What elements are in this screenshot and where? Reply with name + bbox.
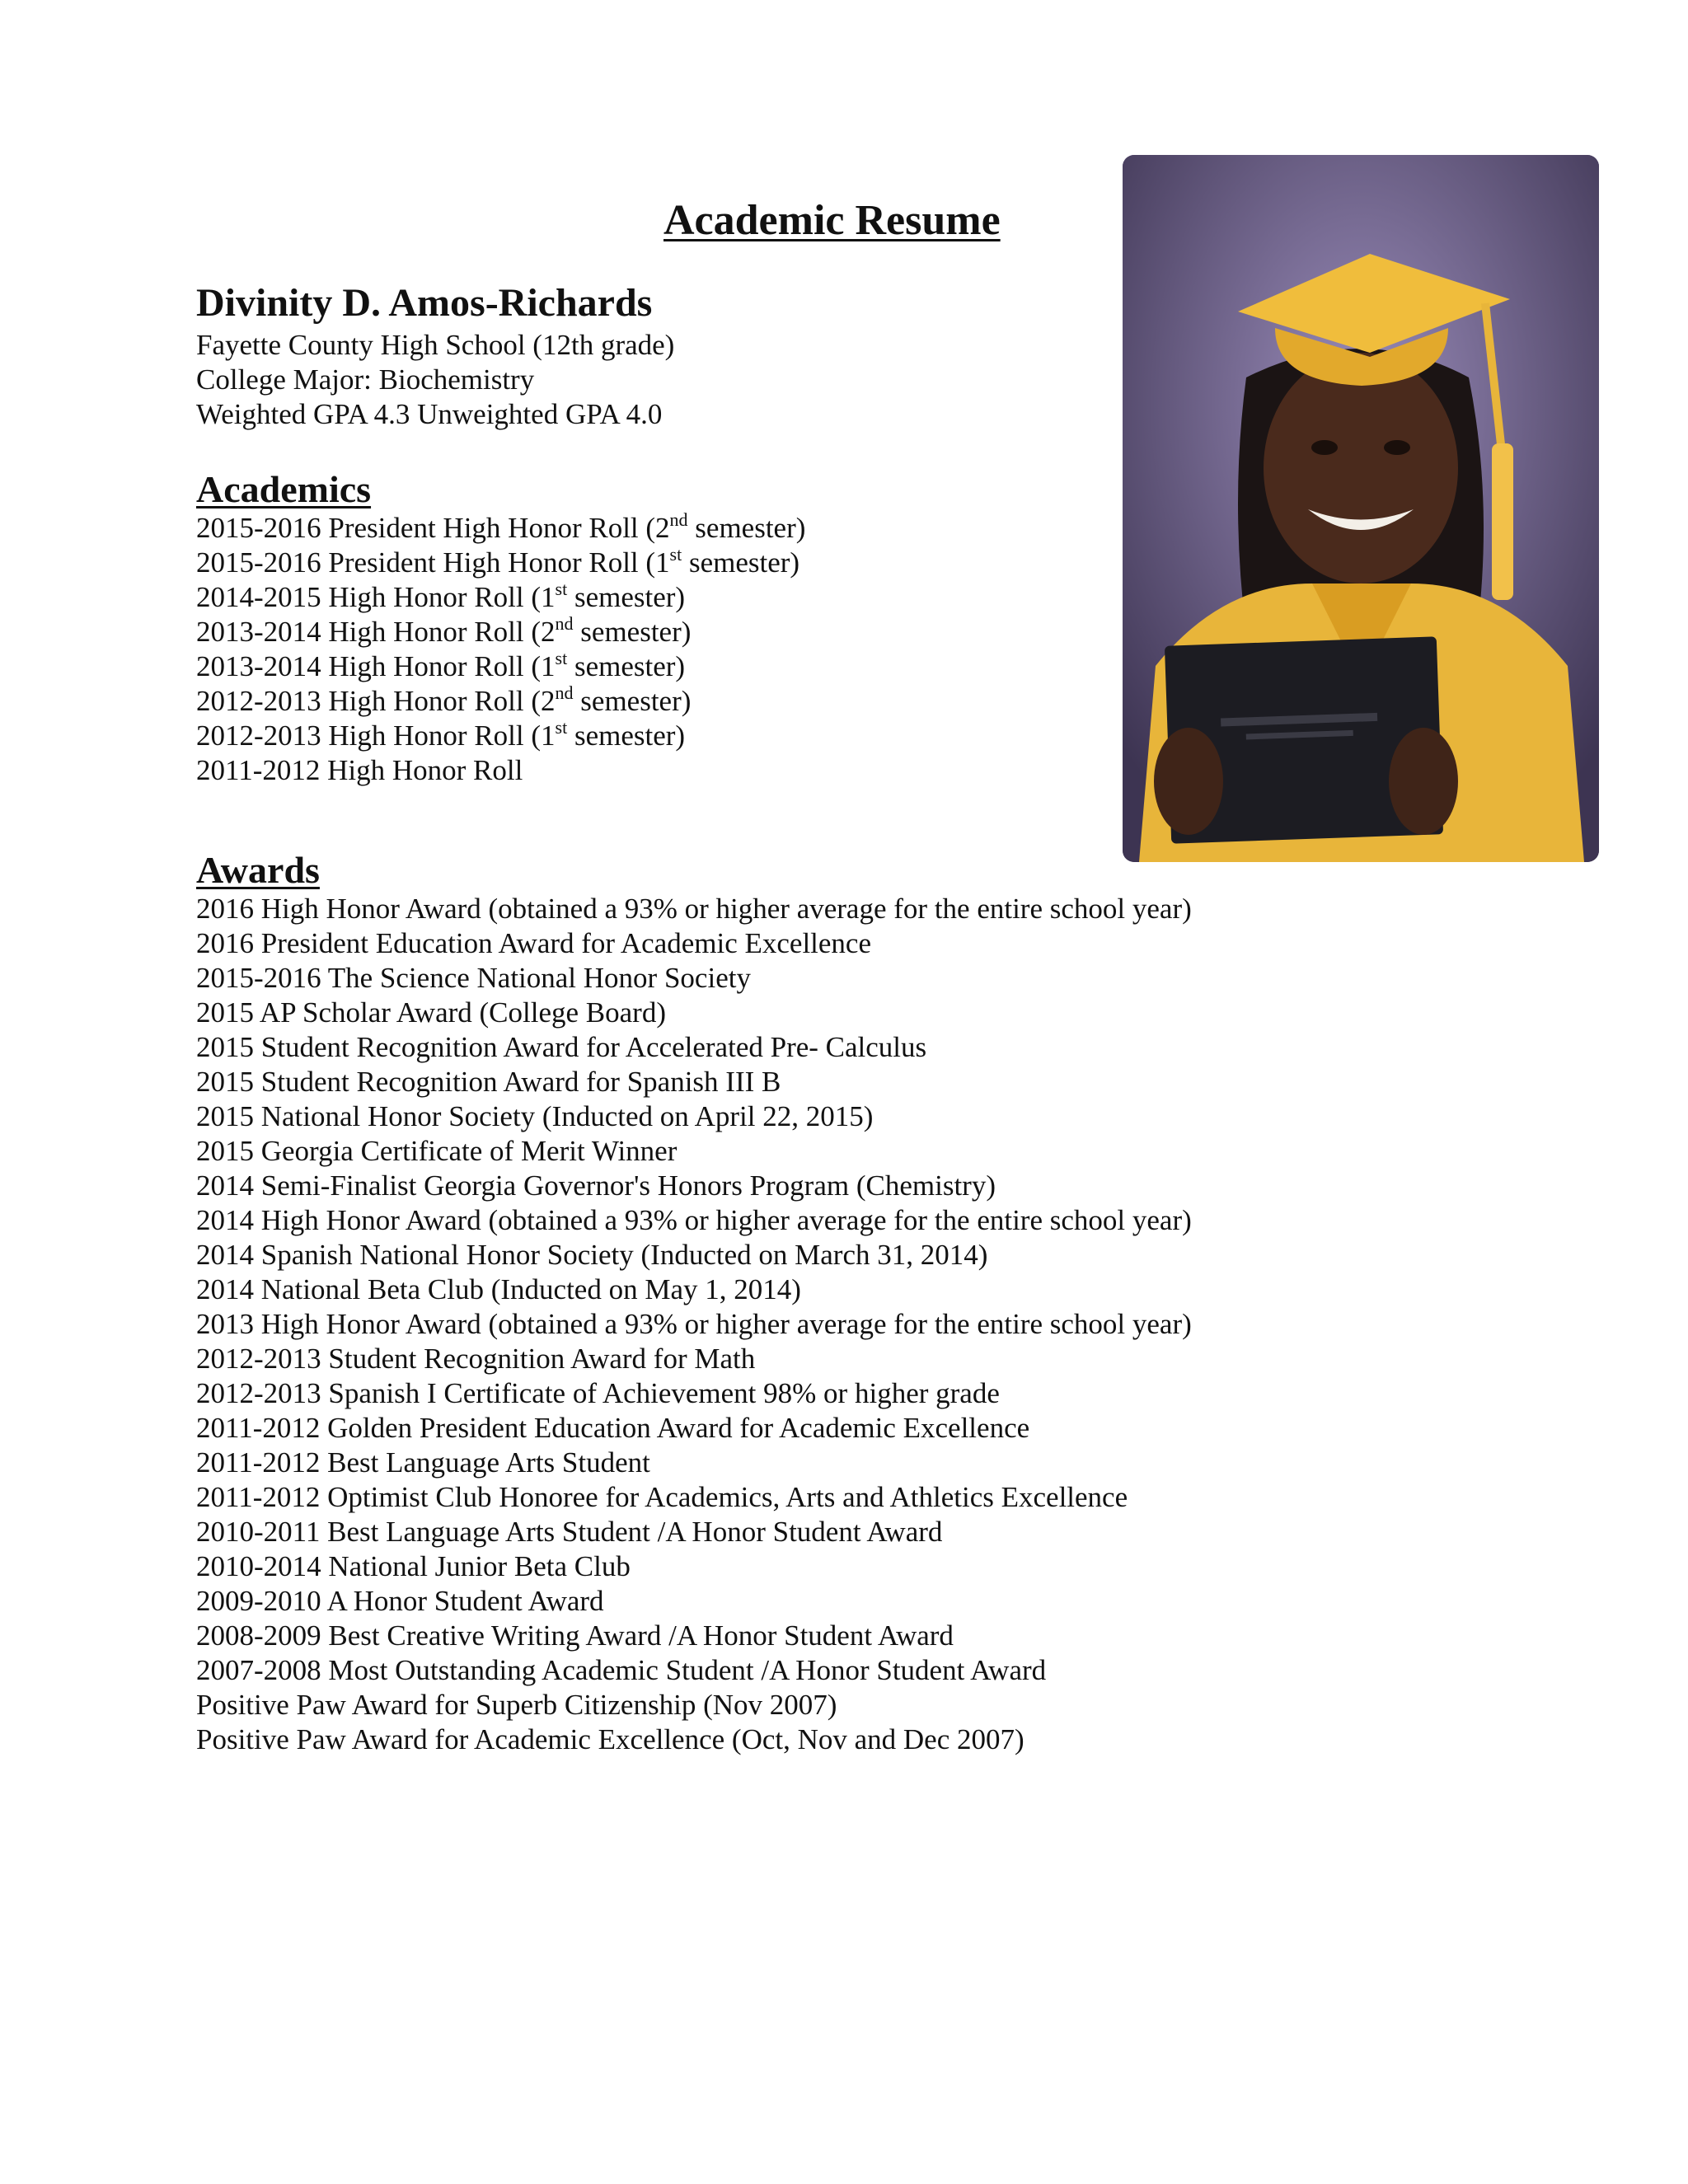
- academic-item-suffix: semester): [567, 581, 686, 613]
- award-item: 2010-2014 National Junior Beta Club: [196, 1550, 631, 1582]
- student-name: Divinity D. Amos-Richards: [196, 281, 653, 325]
- award-item: 2014 High Honor Award (obtained a 93% or higher average for the entire school year): [196, 1204, 1192, 1236]
- academic-item: [196, 684, 1284, 719]
- academic-item-suffix: semester): [687, 512, 806, 544]
- academic-item: [196, 546, 1284, 580]
- academic-item-text: 2011-2012 High Honor Roll: [196, 754, 523, 786]
- academics-section: [196, 468, 1284, 788]
- award-item: 2007-2008 Most Outstanding Academic Student /A Honor Student Award: [196, 1654, 1047, 1686]
- academic-item-text: 2015-2016 President High Honor Roll (1: [196, 546, 670, 579]
- academic-item-text: 2013-2014 High Honor Roll (1: [196, 650, 556, 682]
- awards-heading: Awards: [196, 849, 320, 891]
- student-info: [196, 279, 1284, 788]
- academic-item-suffix: semester): [567, 650, 686, 682]
- award-item: Positive Paw Award for Academic Excellence (Oct, Nov and Dec 2007): [196, 1723, 1025, 1755]
- award-item: 2012-2013 Spanish I Certificate of Achievement 98% or higher grade: [196, 1377, 1000, 1409]
- academics-list: [196, 511, 1284, 788]
- academic-item-ordinal: st: [669, 544, 682, 565]
- major-line: College Major: Biochemistry: [196, 363, 535, 396]
- award-item: 2014 Semi-Finalist Georgia Governor's Honors Program (Chemistry): [196, 1169, 996, 1202]
- academic-item-suffix: semester): [682, 546, 800, 579]
- award-item: 2015 Student Recognition Award for Accelerated Pre- Calculus: [196, 1031, 927, 1063]
- award-item: 2015 Georgia Certificate of Merit Winner: [196, 1135, 678, 1167]
- award-item: 2011-2012 Best Language Arts Student: [196, 1446, 650, 1479]
- academic-item: [196, 753, 1284, 788]
- awards-section: [196, 849, 1432, 1757]
- graduation-portrait-icon: [1123, 155, 1599, 862]
- award-item: 2011-2012 Golden President Education Award for Academic Excellence: [196, 1412, 1030, 1444]
- award-item: 2015 National Honor Society (Inducted on April 22, 2015): [196, 1100, 874, 1132]
- school-line: Fayette County High School (12th grade): [196, 329, 675, 361]
- academic-item: [196, 580, 1284, 615]
- academic-item: [196, 719, 1284, 753]
- award-item: 2012-2013 Student Recognition Award for Math: [196, 1343, 756, 1375]
- academic-item-text: 2012-2013 High Honor Roll (2: [196, 685, 556, 717]
- academic-item-text: 2015-2016 President High Honor Roll (2: [196, 512, 670, 544]
- academic-item-text: 2014-2015 High Honor Roll (1: [196, 581, 556, 613]
- academic-item: [196, 511, 1284, 546]
- academic-item-ordinal: st: [555, 579, 568, 599]
- award-item: 2015 AP Scholar Award (College Board): [196, 996, 666, 1029]
- academic-item-ordinal: st: [555, 648, 568, 668]
- academic-item-ordinal: nd: [669, 509, 688, 530]
- award-item: 2011-2012 Optimist Club Honoree for Academics, Arts and Athletics Excellence: [196, 1481, 1128, 1513]
- award-item: 2015-2016 The Science National Honor Society: [196, 962, 751, 994]
- academic-item-suffix: semester): [573, 616, 692, 648]
- award-item: 2013 High Honor Award (obtained a 93% or higher average for the entire school year): [196, 1308, 1192, 1340]
- academic-item-text: 2012-2013 High Honor Roll (1: [196, 719, 556, 752]
- academic-item-suffix: semester): [567, 719, 686, 752]
- academic-item: [196, 615, 1284, 649]
- award-item: 2009-2010 A Honor Student Award: [196, 1585, 604, 1617]
- gpa-line: Weighted GPA 4.3 Unweighted GPA 4.0: [196, 398, 663, 430]
- award-item: 2014 National Beta Club (Inducted on May 1, 2014): [196, 1273, 801, 1305]
- award-item: 2010-2011 Best Language Arts Student /A Honor Student Award: [196, 1516, 943, 1548]
- award-item: 2015 Student Recognition Award for Spanish III B: [196, 1066, 781, 1098]
- academic-item-text: 2013-2014 High Honor Roll (2: [196, 616, 556, 648]
- portrait-illustration: [1123, 155, 1599, 862]
- page-title: Academic Resume: [663, 197, 1001, 244]
- award-item: 2014 Spanish National Honor Society (Inducted on March 31, 2014): [196, 1239, 988, 1271]
- award-item: Positive Paw Award for Superb Citizenship (Nov 2007): [196, 1689, 837, 1721]
- academics-heading: Academics: [196, 468, 372, 510]
- awards-list: [196, 892, 1432, 1757]
- award-item: 2008-2009 Best Creative Writing Award /A Honor Student Award: [196, 1619, 954, 1652]
- academic-item-ordinal: nd: [555, 613, 574, 634]
- award-item: 2016 President Education Award for Academic Excellence: [196, 927, 871, 959]
- award-item: 2016 High Honor Award (obtained a 93% or higher average for the entire school year): [196, 893, 1192, 925]
- academic-item: [196, 649, 1284, 684]
- academic-item-ordinal: nd: [555, 682, 574, 703]
- academic-item-ordinal: st: [555, 717, 568, 738]
- academic-item-suffix: semester): [573, 685, 692, 717]
